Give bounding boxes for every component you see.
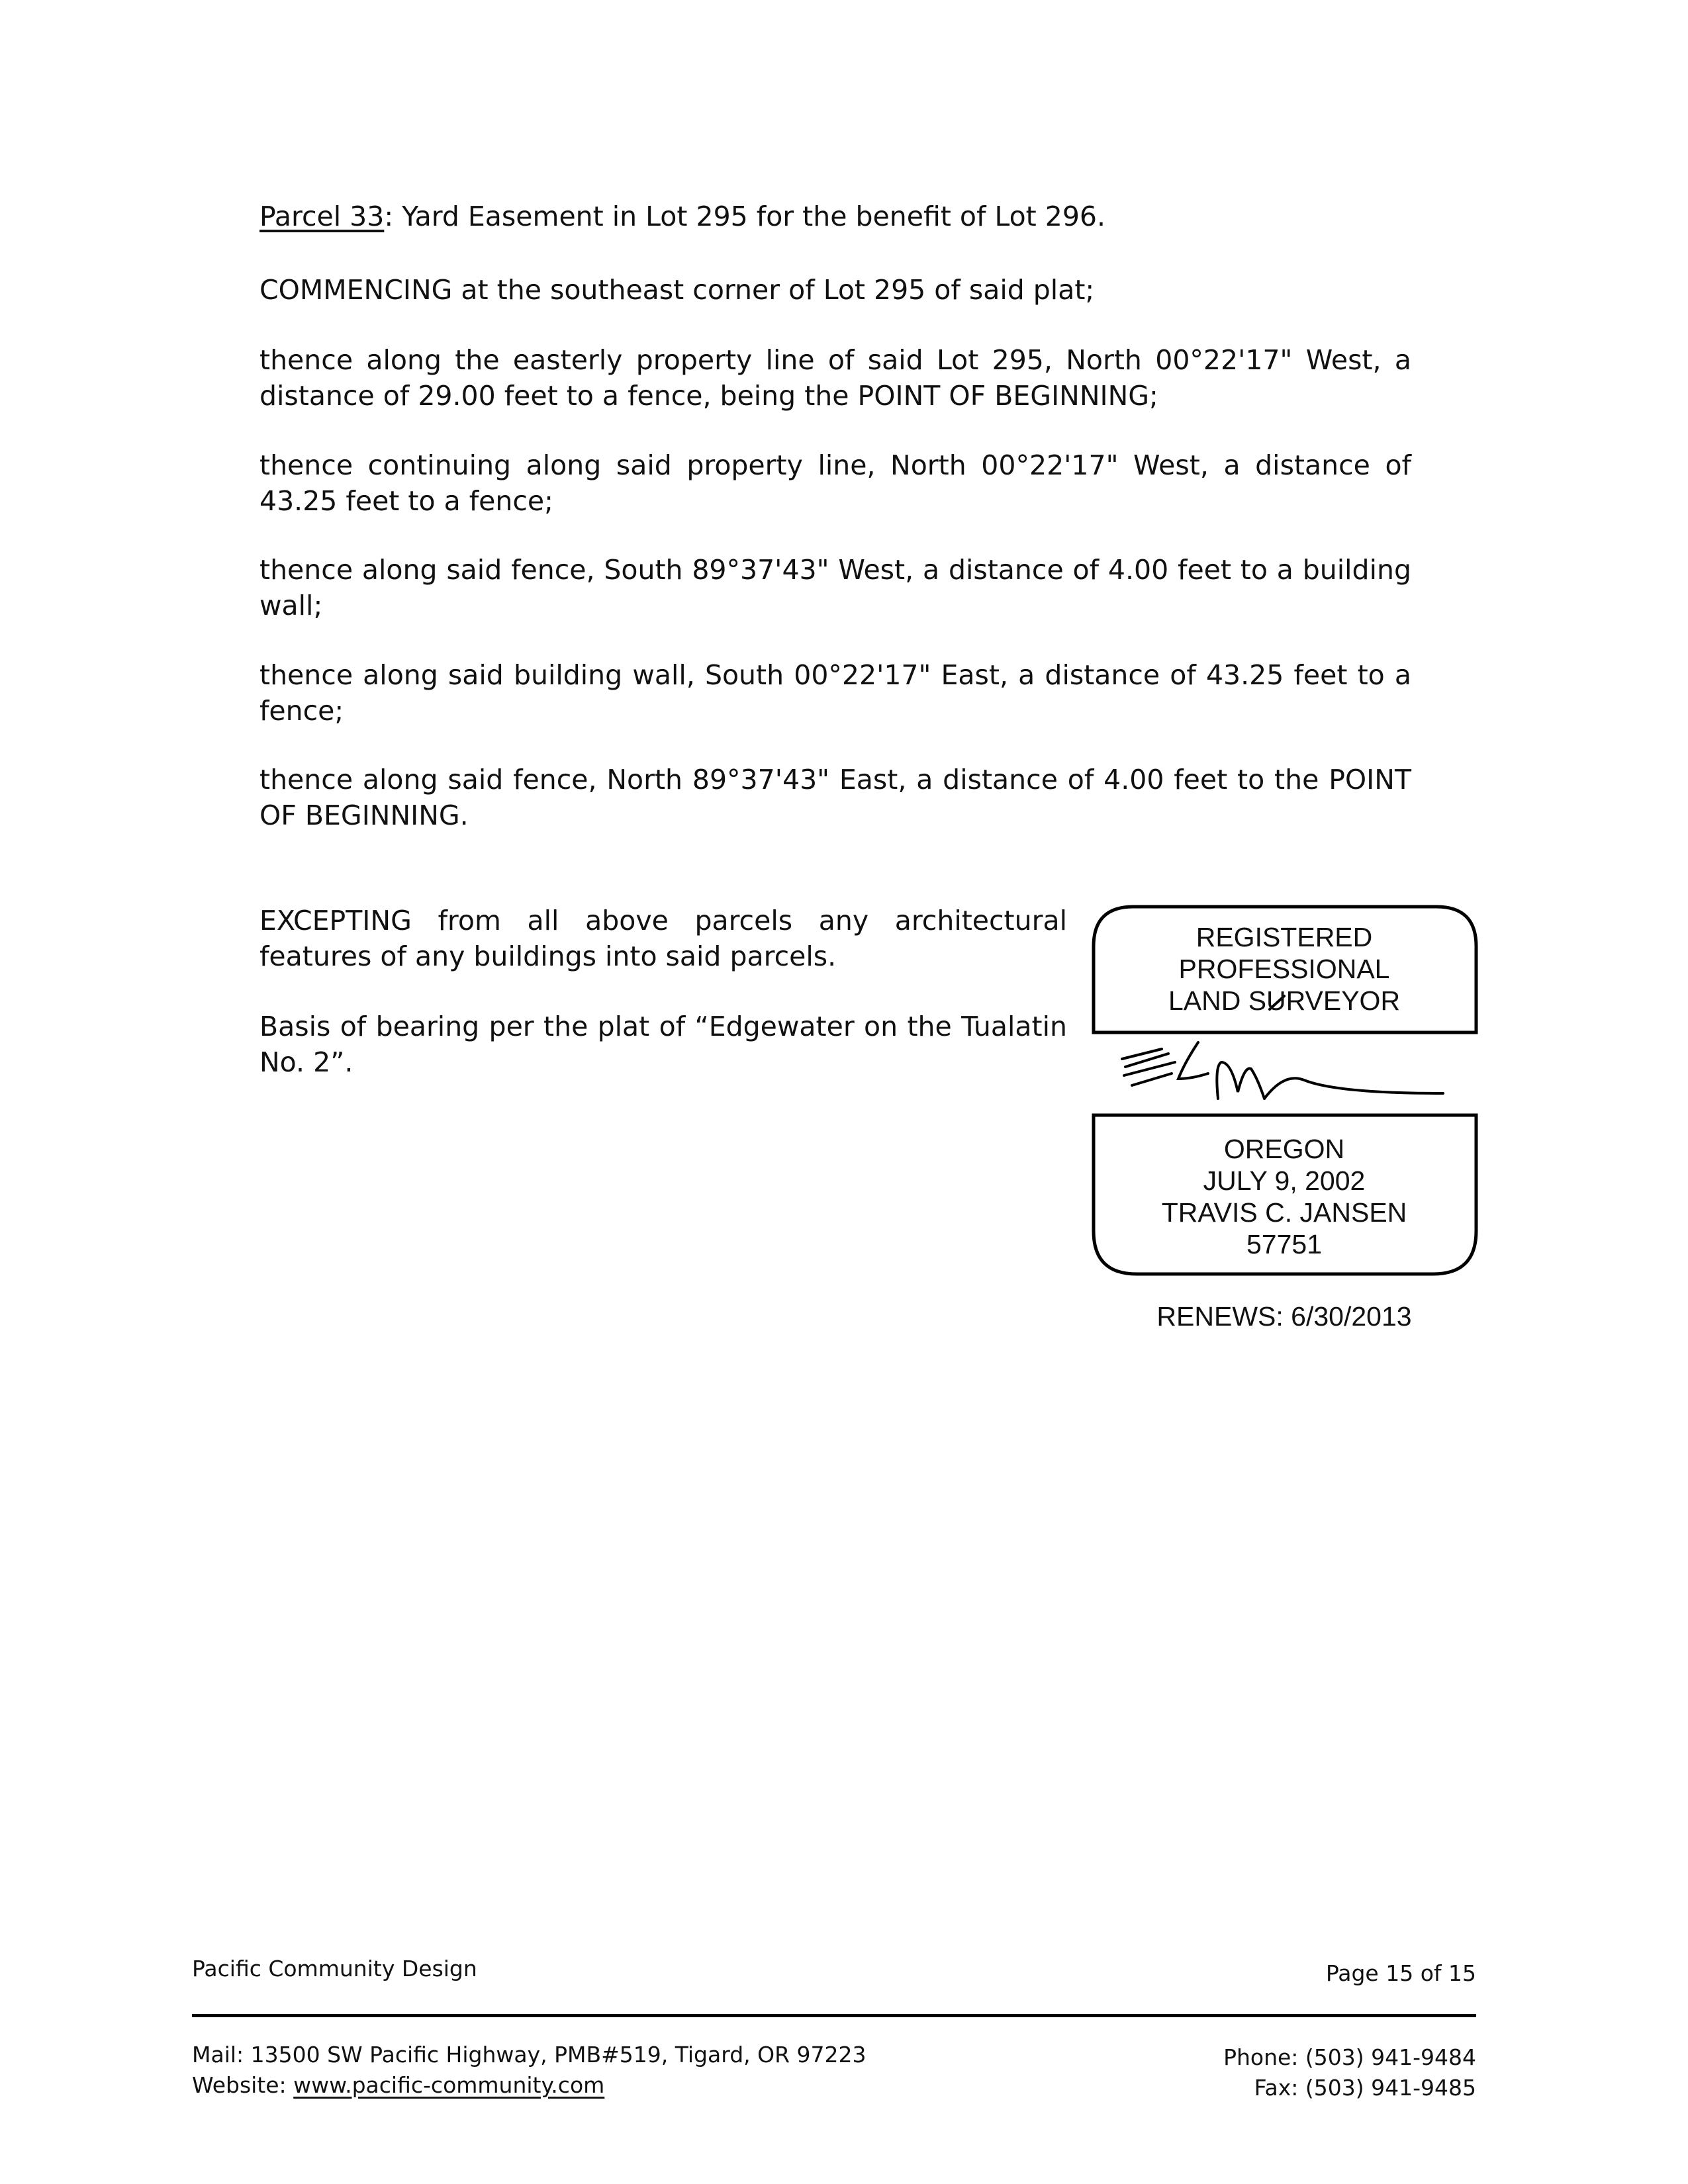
paragraph-course-3: thence along said fence, South 89°37'43" West, a distance of 4.00 feet to a building wall; <box>259 554 1411 621</box>
stamp-line-state: OREGON <box>1223 1134 1345 1164</box>
stamp-line-date: JULY 9, 2002 <box>1203 1165 1366 1196</box>
footer-mail: Mail: 13500 SW Pacific Highway, PMB#519, Tigard, OR 97223 <box>192 2042 867 2068</box>
surveyor-stamp <box>1086 900 1483 1297</box>
footer-phone: Phone: (503) 941-9484 <box>1223 2044 1476 2070</box>
stamp-line-name: TRAVIS C. JANSEN <box>1161 1197 1407 1228</box>
footer-fax: Fax: (503) 941-9485 <box>1254 2075 1476 2101</box>
parcel-heading <box>259 199 1411 234</box>
stamp-line-professional: PROFESSIONAL <box>1178 954 1390 984</box>
footer-website-label: Website: <box>192 2072 294 2098</box>
paragraph-basis: Basis of bearing per the plat of “Edgewater on the Tualatin No. 2”. <box>259 1011 1067 1078</box>
paragraph-excepting: EXCEPTING from all above parcels any architectural features of any buildings into said parcels. <box>259 905 1067 972</box>
paragraph-course-4: thence along said building wall, South 00°22'17" East, a distance of 43.25 feet to a fence; <box>259 659 1411 727</box>
parcel-title: : Yard Easement in Lot 295 for the benefit of Lot 296. <box>384 201 1106 232</box>
stamp-line-land-surveyor: LAND SURVEYOR <box>1168 985 1401 1016</box>
stamp-line-registered: REGISTERED <box>1196 922 1373 952</box>
stamp-renews: RENEWS: 6/30/2013 <box>1156 1301 1412 1332</box>
footer-website <box>192 2071 604 2100</box>
paragraph-course-5: thence along said fence, North 89°37'43" East, a distance of 4.00 feet to the POINT OF BEGINNING. <box>259 764 1411 831</box>
paragraph-course-2: thence continuing along said property line, North 00°22'17" West, a distance of 43.25 feet to a fence; <box>259 449 1411 517</box>
stamp-line-number: 57751 <box>1246 1229 1322 1259</box>
parcel-label: Parcel 33 <box>259 201 385 232</box>
footer-website-link[interactable]: www.pacific-community.com <box>293 2072 605 2098</box>
paragraph-course-1: thence along the easterly property line of said Lot 295, North 00°22'17" West, a distance of 29.00 feet to a fence, being the POINT OF BEGINNING; <box>259 344 1411 412</box>
paragraph-commencing: COMMENCING at the southeast corner of Lot 295 of said plat; <box>259 274 1095 306</box>
footer-company: Pacific Community Design <box>192 1956 477 1981</box>
footer-divider <box>192 2014 1476 2017</box>
footer-page-number: Page 15 of 15 <box>1325 1960 1476 1986</box>
